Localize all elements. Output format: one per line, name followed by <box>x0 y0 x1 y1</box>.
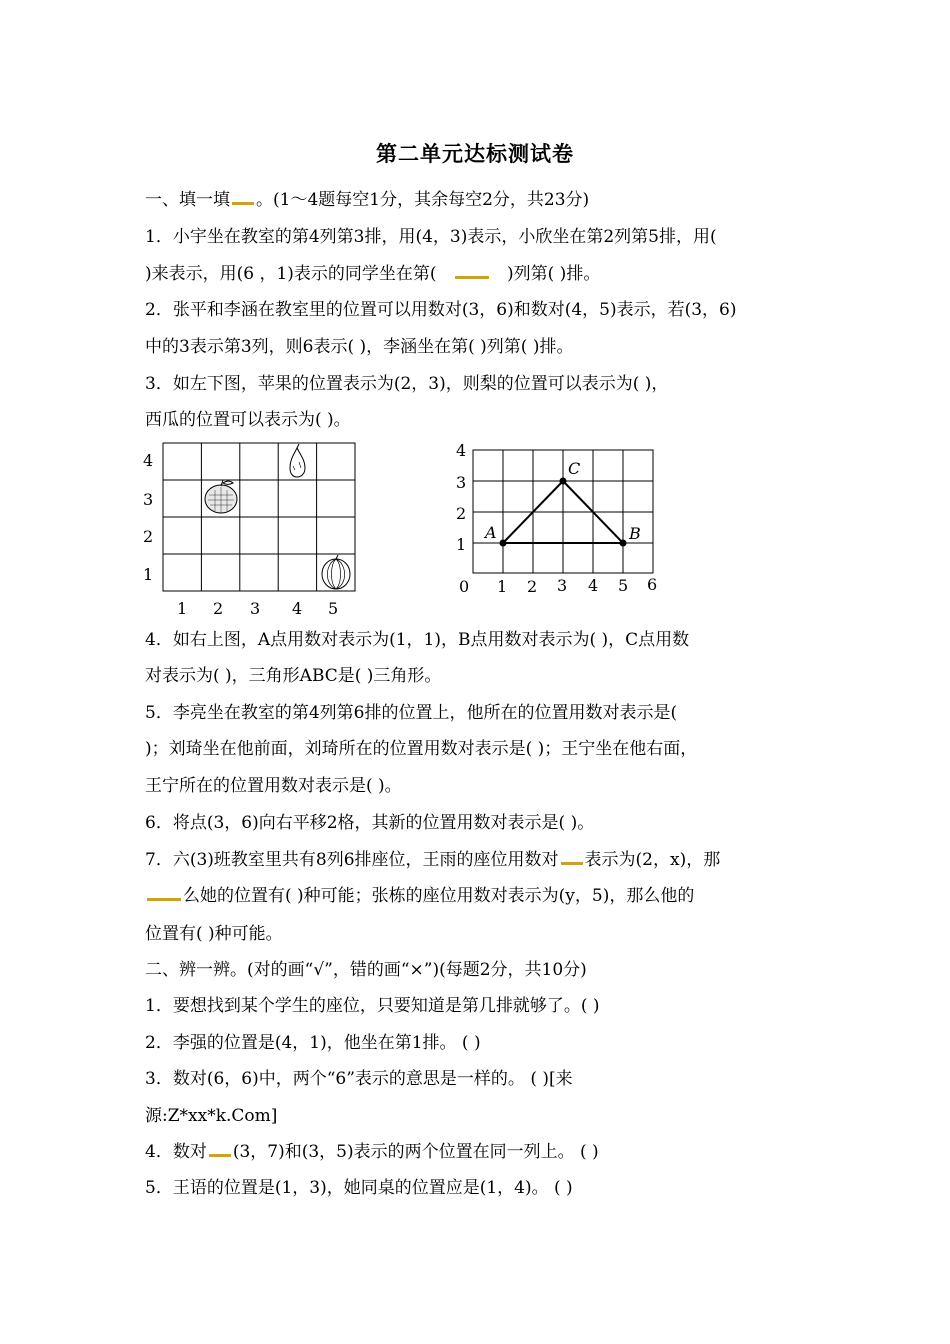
highlight-mark <box>455 276 489 279</box>
point-c-dot <box>560 478 567 485</box>
page-title: 第二单元达标测试卷 <box>376 141 574 166</box>
q5-line1: 5．李亮坐在教室的第4列第6排的位置上，他所在的位置用数对表示是( <box>145 703 678 723</box>
highlight-mark <box>232 202 254 205</box>
col-label-3: 3 <box>250 599 261 618</box>
q1-line2 <box>145 262 825 286</box>
q5-line3: 王宁所在的位置用数对表示是( )。 <box>145 776 402 796</box>
section2-heading: 二、辨一辨。(对的画“√”，错的画“×”)(每题2分，共10分) <box>145 960 587 980</box>
x-label-6: 6 <box>647 575 658 594</box>
coordinate-grid-lines <box>473 450 653 573</box>
y-label-3: 3 <box>456 473 467 492</box>
triangle-coordinate-figure <box>440 438 670 603</box>
section1-heading <box>145 188 825 212</box>
q5-line2: )；刘琦坐在他前面，刘琦所在的位置用数对表示是( )；王宁坐在他右面， <box>145 739 698 759</box>
q7-line1-a: 7．六(3)班教室里共有8列6排座位，王雨的座位用数对 <box>145 850 559 870</box>
highlight-mark <box>209 1154 231 1157</box>
col-label-2: 2 <box>213 599 224 618</box>
col-label-1: 1 <box>177 599 188 618</box>
judge-4 <box>145 1140 825 1164</box>
point-a-label: A <box>485 523 497 542</box>
y-label-2: 2 <box>456 504 467 523</box>
q1-line1: 1．小宇坐在教室的第4列第3排，用(4，3)表示，小欣坐在第2列第5排，用( <box>145 227 717 247</box>
row-label-4: 4 <box>143 451 154 470</box>
q7-line2-text: 么她的位置有( )种可能；张栋的座位用数对表示为(y，5)，那么他的 <box>183 886 695 906</box>
pear-icon <box>290 444 305 477</box>
judge-3-line2: 源:Z*xx*k.Com] <box>145 1106 278 1126</box>
judge-3-line1: 3．数对(6，6)中，两个“6”表示的意思是一样的。 ( )[来 <box>145 1069 573 1089</box>
apple-icon <box>205 480 237 513</box>
x-label-2: 2 <box>527 577 538 596</box>
x-label-1: 1 <box>497 577 508 596</box>
point-c-label: C <box>568 459 581 478</box>
watermelon-icon <box>322 555 350 589</box>
section1-heading-b: 。(1～4题每空1分，其余每空2分，共23分) <box>256 190 590 210</box>
judge-1: 1．要想找到某个学生的座位，只要知道是第几排就够了。( ) <box>145 996 600 1016</box>
point-b-label: B <box>629 524 641 543</box>
x-label-4: 4 <box>588 576 599 595</box>
row-label-3: 3 <box>143 490 154 509</box>
q7-line1 <box>145 848 825 872</box>
row-label-2: 2 <box>143 527 154 546</box>
q4-line1: 4．如右上图，A点用数对表示为(1，1)，B点用数对表示为( )，C点用数 <box>145 630 690 650</box>
col-label-5: 5 <box>328 599 339 618</box>
x-label-0: 0 <box>459 577 470 596</box>
y-label-4: 4 <box>456 441 467 460</box>
q7-line1-b: 表示为(2，x)，那 <box>584 850 721 870</box>
q3-line1: 3．如左下图，苹果的位置表示为(2，3)，则梨的位置可以表示为( )， <box>145 374 669 394</box>
q7-line3: 位置有( )种可能。 <box>145 924 283 944</box>
highlight-mark <box>147 898 181 901</box>
col-label-4: 4 <box>292 599 303 618</box>
y-label-1: 1 <box>456 535 467 554</box>
q1-line2-a: )来表示，用(6 ，1)表示的同学坐在第( <box>145 264 437 284</box>
fruit-grid-figure <box>135 440 375 620</box>
section1-heading-a: 一、填一填 <box>145 190 230 210</box>
x-label-3: 3 <box>557 576 568 595</box>
q3-line2: 西瓜的位置可以表示为( )。 <box>145 410 351 430</box>
judge-2: 2．李强的位置是(4，1)，他坐在第1排。 ( ) <box>145 1033 481 1053</box>
q7-line2 <box>145 884 825 908</box>
highlight-mark <box>561 862 583 865</box>
point-a-dot <box>500 540 507 547</box>
q6-line1: 6．将点(3，6)向右平移2格，其新的位置用数对表示是( )。 <box>145 813 595 833</box>
judge-4-a: 4．数对 <box>145 1142 207 1162</box>
q2-line2: 中的3表示第3列，则6表示( )，李涵坐在第( )列第( )排。 <box>145 337 574 357</box>
q4-line2: 对表示为( )，三角形ABC是( )三角形。 <box>145 666 442 686</box>
q1-line2-b: )列第( )排。 <box>507 264 601 284</box>
x-label-5: 5 <box>618 576 629 595</box>
point-b-dot <box>620 540 627 547</box>
judge-5: 5．王语的位置是(1，3)，她同桌的位置应是(1，4)。 ( ) <box>145 1178 573 1198</box>
row-label-1: 1 <box>143 565 154 584</box>
q2-line1: 2．张平和李涵在教室里的位置可以用数对(3，6)和数对(4，5)表示，若(3，6) <box>145 300 737 320</box>
judge-4-b: (3，7)和(3，5)表示的两个位置在同一列上。 ( ) <box>232 1142 599 1162</box>
